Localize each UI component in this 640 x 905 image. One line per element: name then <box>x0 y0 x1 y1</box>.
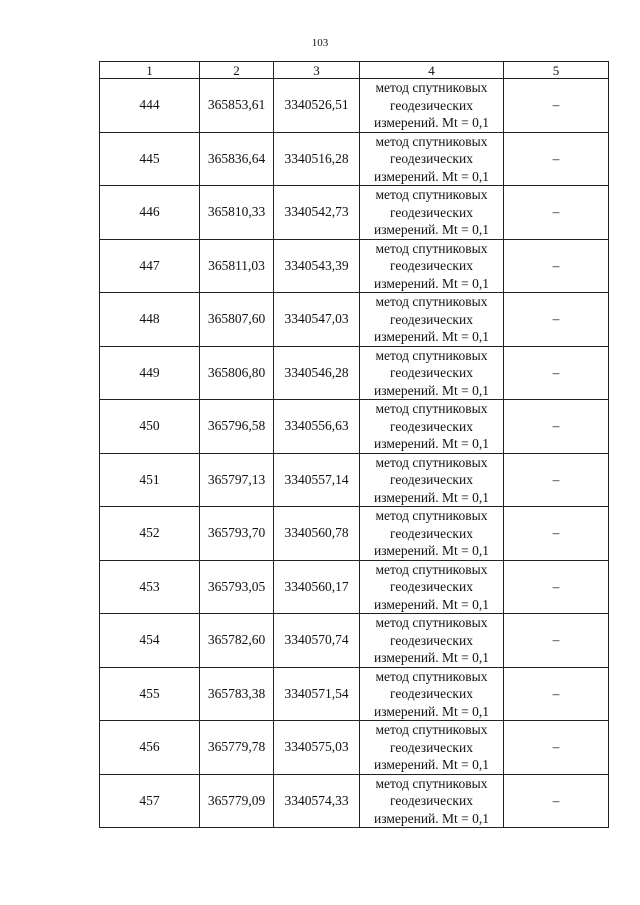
method-line: метод спутниковых <box>375 133 488 149</box>
point-number-cell: 456 <box>100 721 200 775</box>
method-line: геодезических <box>390 472 473 487</box>
y-coordinate-cell: 3340570,74 <box>274 614 360 668</box>
column-header-4: 4 <box>360 62 504 79</box>
method-line: измерений. Mt = 0,1 <box>373 650 490 665</box>
x-coordinate-cell: 365836,64 <box>200 132 274 186</box>
method-line: геодезических <box>390 579 473 594</box>
x-coordinate-cell: 365793,05 <box>200 560 274 614</box>
method-line: геодезических <box>390 793 473 808</box>
table-row <box>100 79 609 133</box>
method-line: метод спутниковых <box>375 294 488 309</box>
method-line: измерений. Mt = 0,1 <box>373 329 490 344</box>
y-coordinate-cell: 3340571,54 <box>274 667 360 721</box>
method-line: измерений. Mt = 0,1 <box>373 115 490 130</box>
method-line: геодезических <box>390 632 473 648</box>
note-cell: – <box>504 774 609 828</box>
method-line: метод спутниковых <box>375 187 488 202</box>
x-coordinate-cell: 365853,61 <box>200 79 274 133</box>
table-body <box>100 79 609 828</box>
table-row <box>100 132 609 186</box>
point-number-cell: 457 <box>100 774 200 828</box>
y-coordinate-cell: 3340557,14 <box>274 453 360 507</box>
table-row <box>100 453 609 507</box>
table-row <box>100 239 609 293</box>
method-line: измерений. Mt = 0,1 <box>373 275 490 291</box>
x-coordinate-cell: 365807,60 <box>200 293 274 347</box>
method-line: геодезических <box>390 258 473 273</box>
method-line: геодезических <box>390 311 473 327</box>
method-line: геодезических <box>390 525 473 541</box>
note-cell: – <box>504 186 609 240</box>
column-header-1: 1 <box>100 62 200 79</box>
method-line: геодезических <box>390 204 473 220</box>
point-number-cell: 444 <box>100 79 200 133</box>
note-cell: – <box>504 614 609 668</box>
method-line: геодезических <box>390 97 473 113</box>
point-number-cell: 452 <box>100 507 200 561</box>
table-row <box>100 614 609 668</box>
x-coordinate-cell: 365782,60 <box>200 614 274 668</box>
method-line: метод спутниковых <box>375 561 488 577</box>
y-coordinate-cell: 3340560,17 <box>274 560 360 614</box>
method-line: метод спутниковых <box>375 615 488 630</box>
point-number-cell: 451 <box>100 453 200 507</box>
column-header-2: 2 <box>200 62 274 79</box>
method-line: метод спутниковых <box>375 401 488 416</box>
method-cell <box>360 507 504 561</box>
x-coordinate-cell: 365810,33 <box>200 186 274 240</box>
point-number-cell: 454 <box>100 614 200 668</box>
table-row <box>100 346 609 400</box>
point-number-cell: 447 <box>100 239 200 293</box>
table-row <box>100 667 609 721</box>
method-line: измерений. Mt = 0,1 <box>373 222 490 237</box>
note-cell: – <box>504 400 609 454</box>
note-cell: – <box>504 721 609 775</box>
y-coordinate-cell: 3340542,73 <box>274 186 360 240</box>
column-header-5: 5 <box>504 62 609 79</box>
method-cell <box>360 346 504 400</box>
method-line: измерений. Mt = 0,1 <box>373 703 490 719</box>
y-coordinate-cell: 3340526,51 <box>274 79 360 133</box>
method-line: измерений. Mt = 0,1 <box>373 810 490 826</box>
method-line: геодезических <box>390 686 473 701</box>
method-cell <box>360 560 504 614</box>
method-line: метод спутниковых <box>375 347 488 363</box>
coordinates-table <box>99 61 609 828</box>
table-row <box>100 774 609 828</box>
y-coordinate-cell: 3340547,03 <box>274 293 360 347</box>
point-number-cell: 455 <box>100 667 200 721</box>
table-row <box>100 560 609 614</box>
method-cell <box>360 400 504 454</box>
column-header-3: 3 <box>274 62 360 79</box>
x-coordinate-cell: 365797,13 <box>200 453 274 507</box>
x-coordinate-cell: 365779,78 <box>200 721 274 775</box>
y-coordinate-cell: 3340516,28 <box>274 132 360 186</box>
table-header-row <box>100 62 609 79</box>
note-cell: – <box>504 79 609 133</box>
method-cell <box>360 453 504 507</box>
method-cell <box>360 667 504 721</box>
method-line: метод спутниковых <box>375 454 488 470</box>
note-cell: – <box>504 346 609 400</box>
method-line: геодезических <box>390 739 473 755</box>
method-cell <box>360 186 504 240</box>
point-number-cell: 453 <box>100 560 200 614</box>
method-line: геодезических <box>390 365 473 380</box>
x-coordinate-cell: 365796,58 <box>200 400 274 454</box>
y-coordinate-cell: 3340556,63 <box>274 400 360 454</box>
method-line: измерений. Mt = 0,1 <box>373 543 490 558</box>
method-cell <box>360 79 504 133</box>
y-coordinate-cell: 3340546,28 <box>274 346 360 400</box>
method-line: метод спутниковых <box>375 775 488 791</box>
table-row <box>100 186 609 240</box>
note-cell: – <box>504 132 609 186</box>
table-row <box>100 721 609 775</box>
y-coordinate-cell: 3340574,33 <box>274 774 360 828</box>
method-line: метод спутниковых <box>375 722 488 737</box>
table-row <box>100 400 609 454</box>
method-line: метод спутниковых <box>375 668 488 684</box>
x-coordinate-cell: 365811,03 <box>200 239 274 293</box>
method-line: геодезических <box>390 418 473 434</box>
note-cell: – <box>504 293 609 347</box>
point-number-cell: 448 <box>100 293 200 347</box>
method-cell <box>360 132 504 186</box>
x-coordinate-cell: 365793,70 <box>200 507 274 561</box>
method-line: измерений. Mt = 0,1 <box>373 596 490 612</box>
note-cell: – <box>504 507 609 561</box>
method-cell <box>360 614 504 668</box>
point-number-cell: 450 <box>100 400 200 454</box>
point-number-cell: 445 <box>100 132 200 186</box>
method-cell <box>360 239 504 293</box>
method-cell <box>360 293 504 347</box>
y-coordinate-cell: 3340560,78 <box>274 507 360 561</box>
x-coordinate-cell: 365783,38 <box>200 667 274 721</box>
method-line: измерений. Mt = 0,1 <box>373 489 490 505</box>
note-cell: – <box>504 560 609 614</box>
table-row <box>100 293 609 347</box>
method-line: метод спутниковых <box>375 240 488 256</box>
point-number-cell: 449 <box>100 346 200 400</box>
method-line: измерений. Mt = 0,1 <box>373 382 490 398</box>
note-cell: – <box>504 453 609 507</box>
x-coordinate-cell: 365806,80 <box>200 346 274 400</box>
page-number: 103 <box>311 37 329 49</box>
y-coordinate-cell: 3340575,03 <box>274 721 360 775</box>
point-number-cell: 446 <box>100 186 200 240</box>
note-cell: – <box>504 667 609 721</box>
method-line: измерений. Mt = 0,1 <box>373 168 490 184</box>
method-cell <box>360 721 504 775</box>
table-row <box>100 507 609 561</box>
x-coordinate-cell: 365779,09 <box>200 774 274 828</box>
method-line: метод спутниковых <box>375 80 488 95</box>
method-line: метод спутниковых <box>375 508 488 523</box>
method-line: измерений. Mt = 0,1 <box>373 436 490 451</box>
y-coordinate-cell: 3340543,39 <box>274 239 360 293</box>
method-cell <box>360 774 504 828</box>
method-line: измерений. Mt = 0,1 <box>373 757 490 772</box>
method-line: геодезических <box>390 151 473 166</box>
note-cell: – <box>504 239 609 293</box>
